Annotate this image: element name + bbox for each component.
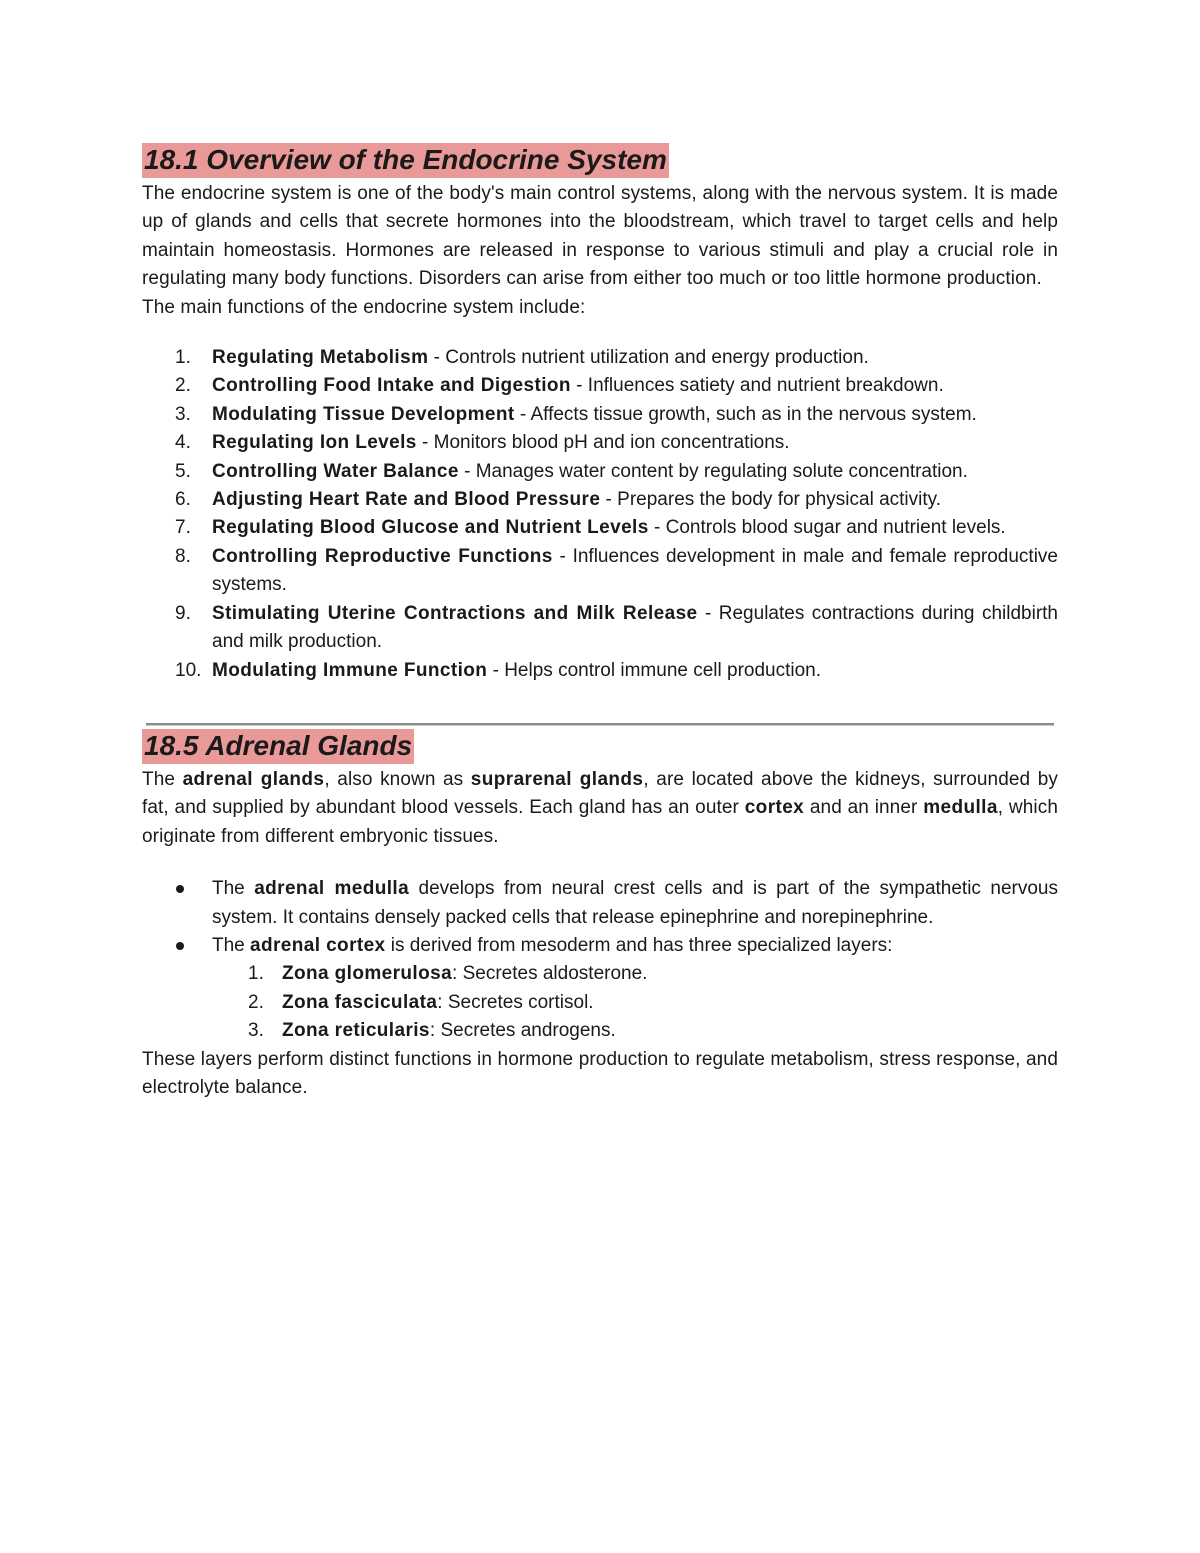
list-number: 9. — [175, 602, 191, 624]
bold-term: cortex — [744, 797, 805, 819]
closing-paragraph: These layers perform distinct functions in hormone production to regulate metabolism, stress response, and electrolyte balance. — [142, 1048, 1058, 1098]
list-desc: - Monitors blood pH and ion concentrations. — [416, 432, 790, 454]
overview-paragraph: The endocrine system is one of the body's main control systems, along with the nervous system. It is made up of glands and cells that secrete hormones into the bloodstream, which travel to target cells and help maintain homeostasis. Hormones are released in response to various stimuli and play a crucial role in regulating many body functions. Disorders can arise from either too much or too little hormone production. — [142, 183, 1058, 290]
list-term: Controlling Food Intake and Digestion — [212, 375, 571, 397]
cortex-zones-list — [142, 960, 1058, 1045]
list-number: 3. — [248, 1020, 264, 1042]
list-desc: - Affects tissue growth, such as in the nervous system. — [514, 403, 977, 425]
list-term: Adjusting Heart Rate and Blood Pressure — [212, 489, 601, 511]
text-run: , which originate from different embryonic tissues. — [142, 797, 1058, 847]
list-number: 1. — [248, 963, 264, 985]
list-term: Regulating Metabolism — [212, 347, 429, 369]
list-number: 2. — [175, 375, 191, 397]
list-desc: : Secretes aldosterone. — [452, 963, 648, 985]
bold-term: adrenal glands — [182, 768, 325, 790]
text-run: The — [142, 768, 183, 790]
list-desc: - Regulates contractions during childbirth and milk production. — [212, 602, 1058, 653]
list-desc: - Helps control immune cell production. — [487, 659, 822, 681]
list-desc: - Influences satiety and nutrient breakdown. — [570, 375, 944, 397]
heading-text: 18.1 Overview of the Endocrine System — [142, 143, 669, 178]
functions-intro: The main functions of the endocrine system include: — [142, 296, 586, 318]
heading-text: 18.5 Adrenal Glands — [142, 729, 414, 764]
bold-term: medulla — [923, 797, 998, 819]
list-item — [142, 600, 1058, 657]
list-item — [142, 486, 1058, 514]
list-number: 6. — [175, 489, 191, 511]
list-term: Modulating Tissue Development — [212, 403, 515, 425]
list-term: Modulating Immune Function — [212, 659, 488, 681]
list-number: 7. — [175, 517, 191, 539]
list-desc: - Influences development in male and female reproductive systems. — [212, 545, 1058, 596]
list-item — [142, 344, 1058, 372]
list-desc: - Controls nutrient utilization and energy production. — [428, 347, 869, 369]
bullet-item-cortex — [142, 932, 1058, 960]
list-desc: : Secretes androgens. — [429, 1020, 616, 1042]
list-number: 4. — [175, 432, 191, 454]
list-desc: - Prepares the body for physical activity. — [600, 489, 942, 511]
list-number: 3. — [175, 403, 191, 425]
list-number: 8. — [175, 545, 191, 567]
list-number: 2. — [248, 991, 264, 1013]
text-run: , are located above the kidneys, surrounded by fat, and supplied by abundant blood vessels. Each gland has an outer — [142, 768, 1058, 819]
list-number: 1. — [175, 347, 191, 369]
list-term: Regulating Blood Glucose and Nutrient Levels — [212, 517, 649, 539]
list-item — [142, 401, 1058, 429]
text-run: , also known as — [324, 768, 471, 790]
adrenal-bullet-list — [142, 875, 1058, 960]
section-heading-endocrine-overview — [142, 140, 1058, 180]
list-desc: - Manages water content by regulating solute concentration. — [458, 460, 968, 482]
bullet-item-medulla — [142, 875, 1058, 932]
adrenal-paragraph — [142, 766, 1058, 851]
text-run: is derived from mesoderm and has three specialized layers: — [385, 934, 893, 956]
list-term: Zona glomerulosa — [282, 963, 453, 985]
list-item — [142, 372, 1058, 400]
text-run: develops from neural crest cells and is part of the sympathetic nervous system. It contains densely packed cells that release epinephrine and norepinephrine. — [212, 878, 1058, 928]
list-item — [142, 1017, 1058, 1045]
list-number: 5. — [175, 460, 191, 482]
list-term: Controlling Reproductive Functions — [212, 545, 553, 567]
list-desc: - Controls blood sugar and nutrient levels. — [648, 517, 1006, 539]
list-item — [142, 960, 1058, 988]
list-number: 10. — [175, 659, 202, 681]
list-item — [142, 989, 1058, 1017]
list-term: Zona fasciculata — [282, 991, 438, 1013]
list-term: Stimulating Uterine Contractions and Milk Release — [212, 602, 698, 624]
bold-term: adrenal cortex — [250, 934, 386, 956]
list-term: Zona reticularis — [282, 1020, 430, 1042]
list-item — [142, 543, 1058, 600]
list-item — [142, 458, 1058, 486]
list-term: Controlling Water Balance — [212, 460, 459, 482]
list-term: Regulating Ion Levels — [212, 432, 417, 454]
bullet-dot-icon — [176, 942, 184, 950]
text-run: The — [212, 878, 255, 900]
list-item — [142, 514, 1058, 542]
list-desc: : Secretes cortisol. — [437, 991, 594, 1013]
section-heading-adrenal-glands — [142, 726, 1058, 766]
functions-list — [142, 344, 1058, 685]
bullet-dot-icon — [176, 885, 184, 893]
text-run: and an inner — [804, 797, 924, 819]
bold-term: suprarenal glands — [470, 768, 644, 790]
list-item — [142, 657, 1058, 685]
list-item — [142, 429, 1058, 457]
bold-term: adrenal medulla — [254, 878, 410, 900]
text-run: The — [212, 934, 251, 956]
